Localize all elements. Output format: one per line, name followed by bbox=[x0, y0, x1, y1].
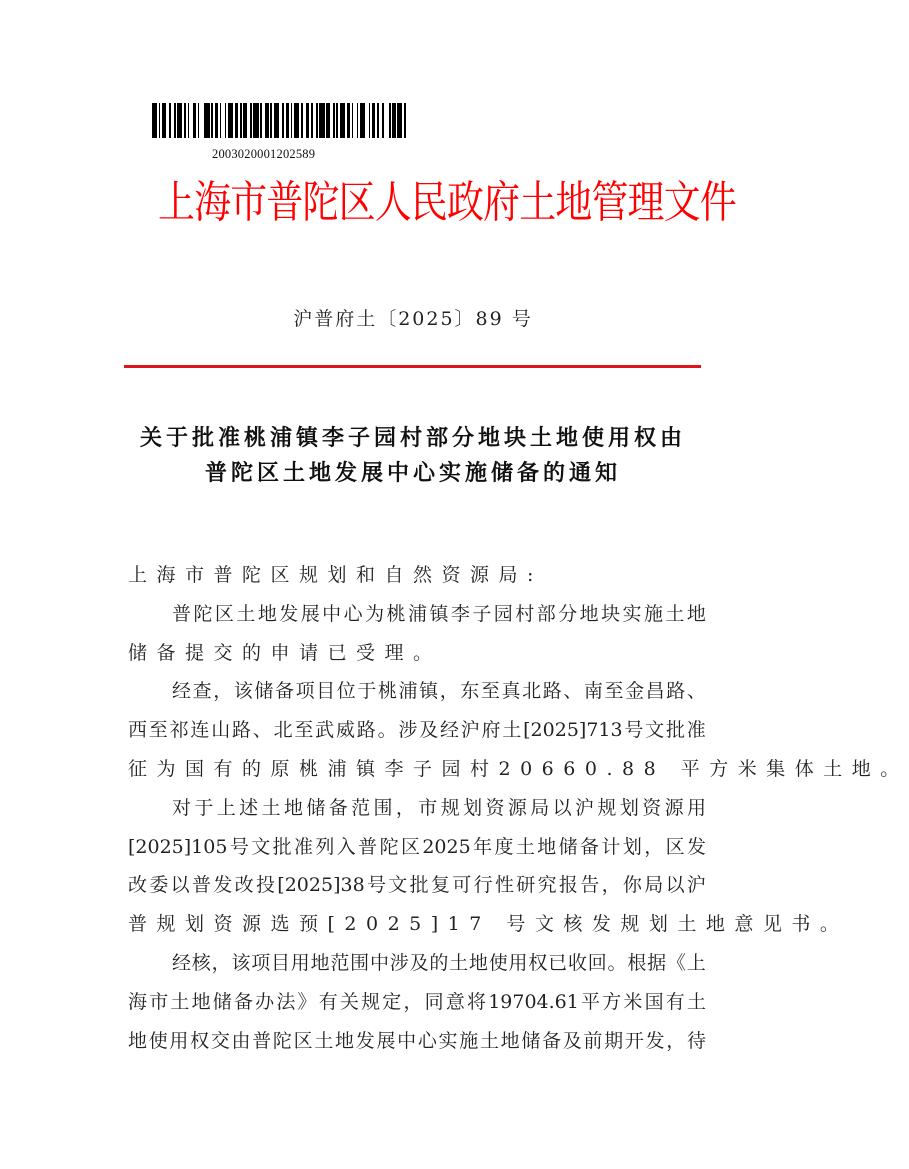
body-line: 对 于 上 述 土 地 储 备 范 围 ， 市 规 划 资 源 局 以 沪 规 划 资 源 用 bbox=[172, 796, 706, 819]
barcode bbox=[152, 103, 410, 138]
masthead bbox=[158, 176, 736, 230]
body-line: 征为国有的原桃浦镇李子园村20660.88 平方米集体土地。 bbox=[128, 757, 909, 780]
document-title bbox=[0, 421, 826, 491]
body-line: 改 委 以 普 发 改 投 [2025]38 号 文 批 复 可 行 性 研 究 报 告 ， 你 局 以 沪 bbox=[128, 874, 706, 897]
document-number: 沪普府土〔2025〕89 号 bbox=[293, 308, 533, 330]
barcode-number: 2003020001202589 bbox=[212, 147, 316, 161]
body-line: 经 查 ， 该 储 备 项 目 位 于 桃 浦 镇 ， 东 至 真 北 路 、 南 至 金 昌 路 、 bbox=[172, 680, 706, 703]
body-line: 储备提交的申请已受理。 bbox=[128, 641, 442, 664]
body-line: 西 至 祁 连 山 路 、 北 至 武 威 路 。 涉 及 经 沪 府 土 [2025]713 号 文 批 准 bbox=[128, 719, 706, 742]
red-divider-rule bbox=[124, 365, 701, 368]
title-line-1: 关于批准桃浦镇李子园村部分地块土地使用权由 bbox=[139, 426, 686, 451]
body-line: 普 陀 区 土 地 发 展 中 心 为 桃 浦 镇 李 子 园 村 部 分 地 块 实 施 土 地 bbox=[172, 602, 706, 625]
body-line: 经 核 ， 该 项 目 用 地 范 围 中 涉 及 的 土 地 使 用 权 已 收 回 。 根 据 《 上 bbox=[172, 951, 706, 974]
addressee: 上海市普陀区规划和自然资源局: bbox=[128, 564, 543, 586]
body-line: 地 使 用 权 交 由 普 陀 区 土 地 发 展 中 心 实 施 土 地 储 备 及 前 期 开 发 ， 待 bbox=[128, 1029, 706, 1052]
barcode-space bbox=[406, 103, 409, 138]
masthead-title: 上海市普陀区人民政府土地管理文件 bbox=[158, 177, 736, 228]
document-body bbox=[128, 556, 909, 1060]
title-line-2: 普陀区土地发展中心实施储备的通知 bbox=[204, 461, 621, 486]
body-line: [2025]105 号 文 批 准 列 入 普 陀 区 2025 年 度 土 地 储 备 计 划 ， 区 发 bbox=[128, 835, 706, 858]
body-line: 普规划资源选预[2025]17 号文核发规划土地意见书。 bbox=[128, 913, 849, 936]
body-line: 海 市 土 地 储 备 办 法 》 有 关 规 定 ， 同 意 将 19704.61 平 方 米 国 有 土 bbox=[128, 990, 706, 1013]
